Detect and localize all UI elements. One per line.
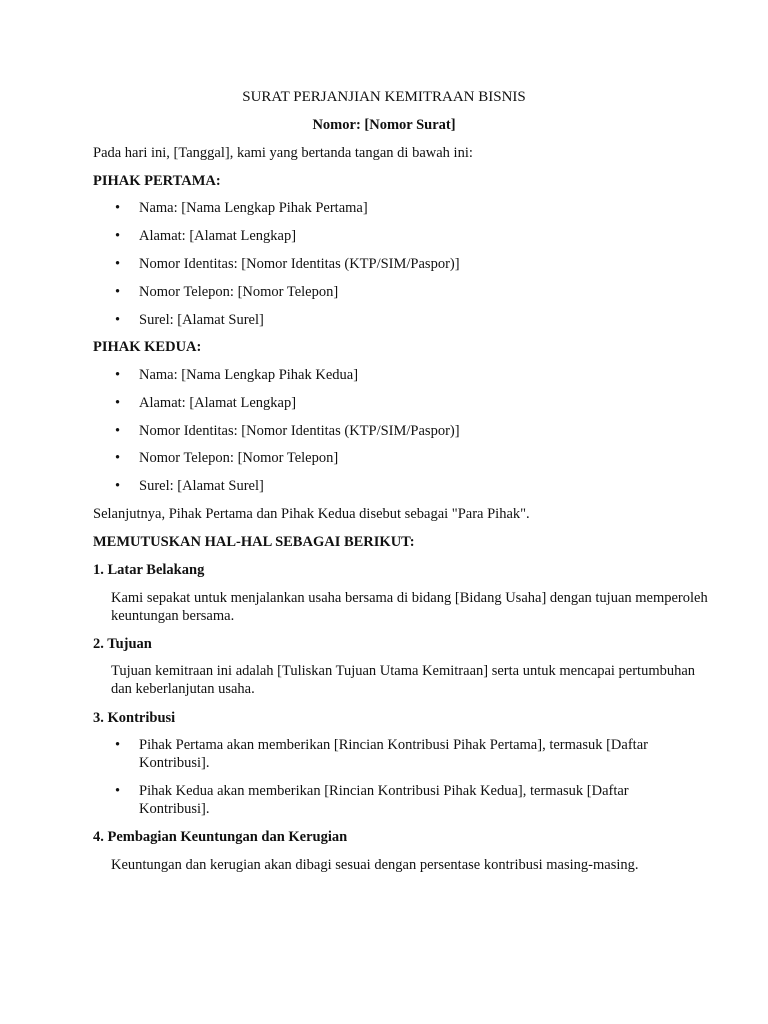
list-item: • Alamat: [Alamat Lengkap]: [139, 226, 296, 246]
section-heading: 3. Kontribusi: [93, 710, 176, 726]
list-item: • Nomor Identitas: [Nomor Identitas (KTP/SIM/Paspor)]: [139, 254, 460, 274]
list-item: • Surel: [Alamat Surel]: [139, 310, 264, 330]
list-item: • Nomor Identitas: [Nomor Identitas (KTP/SIM/Paspor)]: [139, 421, 460, 441]
list-item: • Nama: [Nama Lengkap Pihak Kedua]: [139, 365, 358, 385]
list-item: • Pihak Pertama akan memberikan [Rincian Kontribusi Pihak Pertama], termasuk [Daftar Kontribusi].: [139, 736, 699, 772]
section-paragraph: Keuntungan dan kerugian akan dibagi sesuai dengan persentase kontribusi masing-masing.: [111, 857, 639, 873]
list-item: • Pihak Kedua akan memberikan [Rincian Kontribusi Pihak Kedua], termasuk [Daftar Kontribusi].: [139, 782, 699, 818]
pihak-kedua-heading: PIHAK KEDUA:: [93, 339, 202, 355]
list-item: • Alamat: [Alamat Lengkap]: [139, 393, 296, 413]
list-item: • Nama: [Nama Lengkap Pihak Pertama]: [139, 198, 368, 218]
list-item: • Nomor Telepon: [Nomor Telepon]: [139, 282, 338, 302]
pihak-pertama-heading: PIHAK PERTAMA:: [93, 173, 221, 189]
document-number: Nomor: [Nomor Surat]: [312, 117, 456, 133]
para-pihak-paragraph: Selanjutnya, Pihak Pertama dan Pihak Kedua disebut sebagai "Para Pihak".: [93, 506, 530, 522]
memutuskan-heading: MEMUTUSKAN HAL-HAL SEBAGAI BERIKUT:: [93, 534, 415, 550]
section-heading: 2. Tujuan: [93, 636, 152, 652]
list-item: • Surel: [Alamat Surel]: [139, 476, 264, 496]
section-heading: 4. Pembagian Keuntungan dan Kerugian: [93, 829, 348, 845]
document-title: SURAT PERJANJIAN KEMITRAAN BISNIS: [242, 89, 526, 105]
section-paragraph: Kami sepakat untuk menjalankan usaha bersama di bidang [Bidang Usaha] dengan tujuan memperoleh keuntungan bersama.: [111, 590, 708, 624]
section-heading: 1. Latar Belakang: [93, 562, 205, 578]
section-paragraph: Tujuan kemitraan ini adalah [Tuliskan Tujuan Utama Kemitraan] serta untuk mencapai pertumbuhan dan keberlanjutan usaha.: [111, 663, 696, 697]
list-item: • Nomor Telepon: [Nomor Telepon]: [139, 448, 338, 468]
intro-paragraph: Pada hari ini, [Tanggal], kami yang bertanda tangan di bawah ini:: [93, 145, 473, 161]
